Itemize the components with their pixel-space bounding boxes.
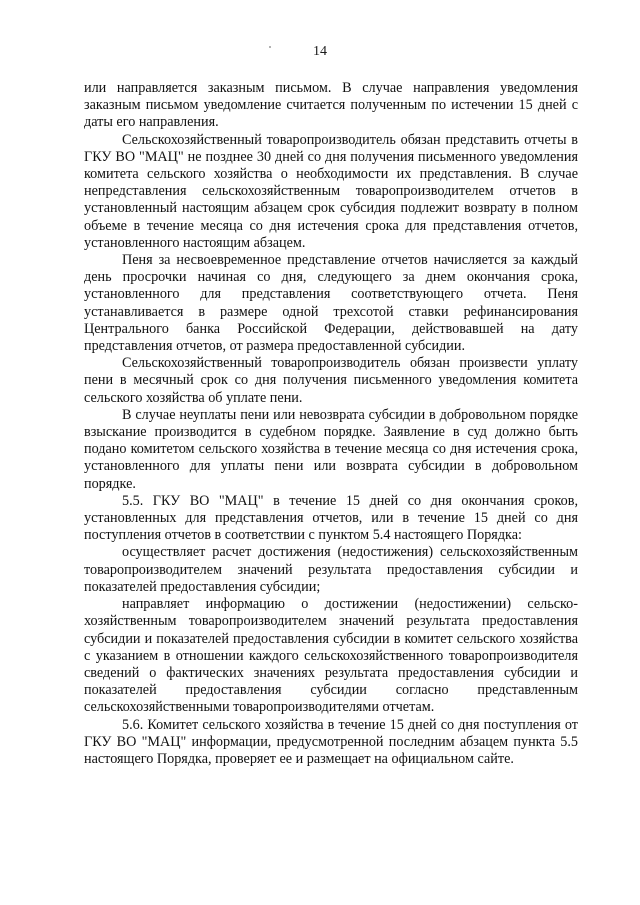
paragraph-penalty-payment: Сельскохозяйственный товаропроизводитель обязан произвести уплату пени в месячный срок со дня получения письменного уведомления комитета сельского хозяйства об уплате пени.	[84, 355, 578, 406]
page-number: 14	[313, 44, 327, 59]
paragraph-section-5-5: 5.5. ГКУ ВО "МАЦ" в течение 15 дней со дня окончания сроков, установленных для представления отчетов, или в течение 15 дней со дня поступления отчетов в соответствии с пунктом 5.4 настоящего Порядка:	[84, 492, 578, 544]
paragraph-section-5-6: 5.6. Комитет сельского хозяйства в течение 15 дней со дня поступления от ГКУ ВО "МАЦ" информации, предусмотренной последним абзацем пункта 5.5 настоящего Порядка, проверяет ее и размещает на официальном сайте.	[84, 716, 578, 767]
scan-dot	[269, 46, 271, 48]
document-body	[84, 80, 578, 768]
paragraph-continuation: или направляется заказным письмом. В случае направления уведомления заказным письмом уведомление считается полученным по истечении 15 дней с даты его направления.	[84, 80, 578, 131]
paragraph-court-recovery: В случае неуплаты пени или невозврата субсидии в добровольном порядке взыскание производится в судебном порядке. Заявление в суд должно быть подано комитетом сельского хозяйства в течение месяца со дня истечения срока, установленного для уплаты пени или возврата субсидии в добровольном порядке.	[84, 406, 578, 492]
paragraph-reports-obligation: Сельскохозяйственный товаропроизводитель обязан представить отчеты в ГКУ ВО "МАЦ" не позднее 30 дней со дня получения письменного уведомления комитета сельского хозяйства о необходимости их представления. В случае непредставления сельскохозяйственным товаропроизводителем отчетов в установленный настоящим абзацем срок субсидия подлежит возврату в полном объеме в течение месяца со дня истечения срока для представления отчетов, установленного настоящим абзацем.	[84, 131, 578, 251]
paragraph-information: направляет информацию о достижении (недостижении) сельскохозяйственным товаропроизводителем значений результата предоставления субсидии и показателей предоставления субсидии в комитет сельского хозяйства с указанием в отношении каждого сельскохозяйственного товаропроизводителя сведений о фактических значениях результата предоставления субсидии и показателей предоставления субсидии согласно представленным сельскохозяйственными товаропроизводителями отчетам.	[84, 596, 578, 716]
paragraph-calculation: осуществляет расчет достижения (недостижения) сельскохозяйственным товаропроизводителем значений результата предоставления субсидии и показателей предоставления субсидии;	[84, 544, 578, 595]
paragraph-penalty: Пеня за несвоевременное представление отчетов начисляется за каждый день просрочки начиная со дня, следующего за днем окончания срока, установленного для представления соответствующего отчета. Пеня устанавливается в размере одной трехсотой ставки рефинансирования Центрального банка Российской Федерации, действовавшей на дату представления отчетов, от размера предоставленной субсидии.	[84, 252, 578, 355]
